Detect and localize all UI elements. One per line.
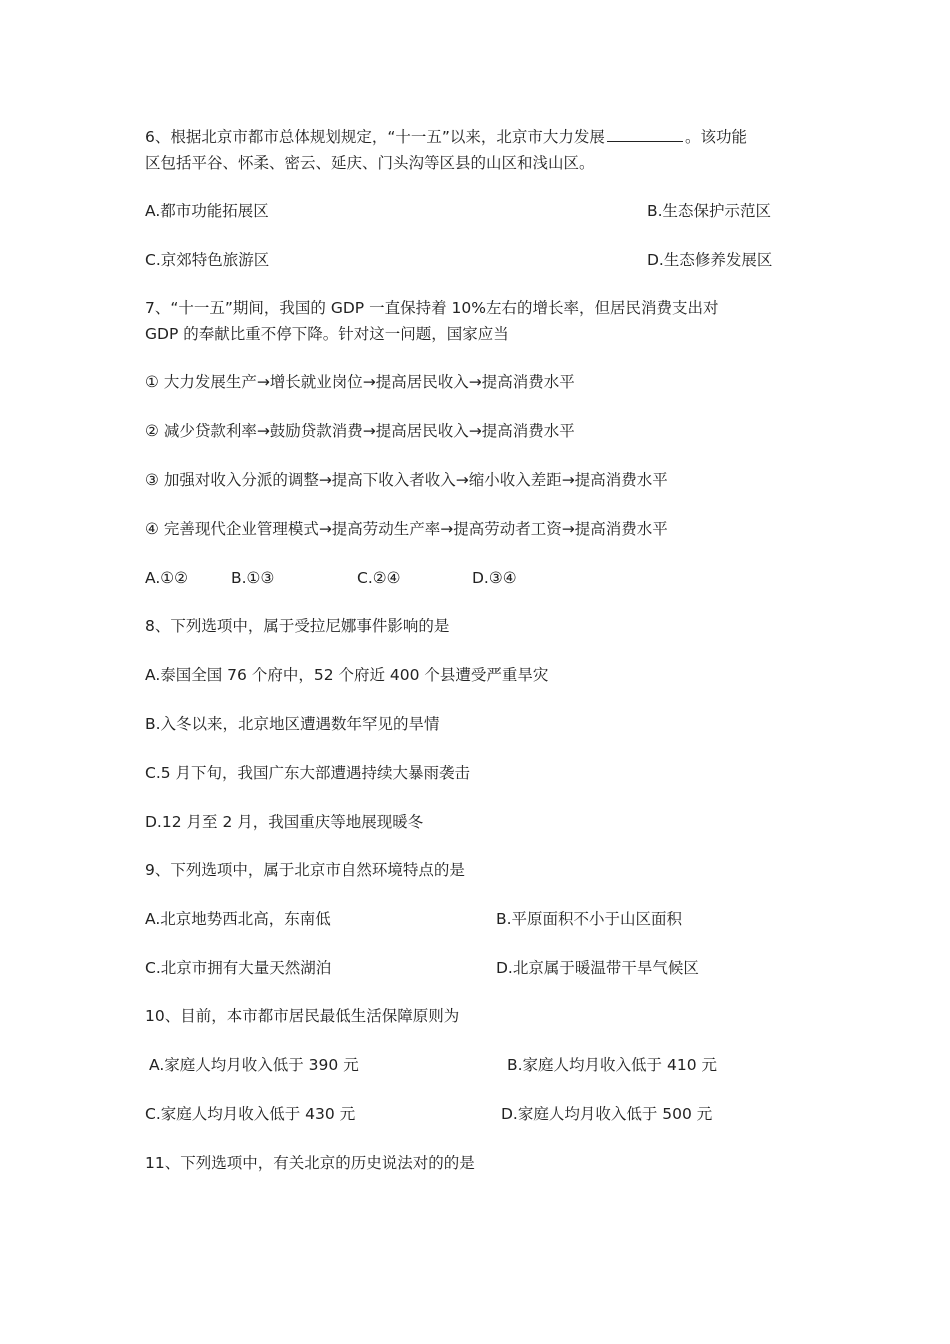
- q7-statement-3: ③ 加强对收入分派的调整→提高下收入者收入→缩小收入差距→提高消费水平: [145, 471, 668, 489]
- q7-option-a: A.①②: [145, 569, 189, 587]
- q7-option-b: B.①③: [231, 569, 275, 587]
- q6-stem-line1: 6、根据北京市都市总体规划规定，“十一五”以来，北京市大力发展 。该功能: [145, 125, 747, 149]
- q8-option-b: B.入冬以来，北京地区遭遇数年罕见的旱情: [145, 715, 440, 733]
- q6-option-a: A.都市功能拓展区: [145, 202, 269, 220]
- q6-option-d: D.生态修养发展区: [647, 251, 773, 269]
- q9-option-c: C.北京市拥有大量天然湖泊: [145, 959, 332, 977]
- fill-blank: [607, 125, 683, 142]
- q6-stem-line2: 区包括平谷、怀柔、密云、延庆、门头沟等区县的山区和浅山区。: [145, 154, 595, 172]
- q7-statement-1: ① 大力发展生产→增长就业岗位→提高居民收入→提高消费水平: [145, 373, 575, 391]
- q9-option-b: B.平原面积不小于山区面积: [496, 910, 683, 928]
- q10-stem: 10、目前，本市都市居民最低生活保障原则为: [145, 1007, 460, 1025]
- q7-statement-2: ② 减少贷款利率→鼓励贷款消费→提高居民收入→提高消费水平: [145, 422, 575, 440]
- q8-stem: 8、下列选项中，属于受拉尼娜事件影响的是: [145, 617, 450, 635]
- q7-stem-line1: 7、“十一五”期间，我国的 GDP 一直保持着 10%左右的增长率，但居民消费支出对: [145, 299, 719, 317]
- q10-option-b: B.家庭人均月收入低于 410 元: [507, 1056, 718, 1074]
- q8-option-d: D.12 月至 2 月，我国重庆等地展现暖冬: [145, 813, 424, 831]
- q6-option-c: C.京郊特色旅游区: [145, 251, 270, 269]
- q7-stem-line2: GDP 的奉献比重不停下降。针对这一问题，国家应当: [145, 325, 509, 343]
- q9-option-d: D.北京属于暖温带干旱气候区: [496, 959, 699, 977]
- q9-stem: 9、下列选项中，属于北京市自然环境特点的是: [145, 861, 465, 879]
- q7-option-d: D.③④: [472, 569, 517, 587]
- q8-option-c: C.5 月下旬，我国广东大部遭遇持续大暴雨袭击: [145, 764, 471, 782]
- q7-option-c: C.②④: [357, 569, 401, 587]
- q8-option-a: A.泰国全国 76 个府中，52 个府近 400 个县遭受严重旱灾: [145, 666, 549, 684]
- q10-option-c: C.家庭人均月收入低于 430 元: [145, 1105, 356, 1123]
- q10-option-d: D.家庭人均月收入低于 500 元: [501, 1105, 713, 1123]
- q7-statement-4: ④ 完善现代企业管理模式→提高劳动生产率→提高劳动者工资→提高消费水平: [145, 520, 668, 538]
- q9-option-a: A.北京地势西北高，东南低: [145, 910, 331, 928]
- q10-option-a: A.家庭人均月收入低于 390 元: [149, 1056, 359, 1074]
- q6-option-b: B.生态保护示范区: [647, 202, 772, 220]
- q11-stem: 11、下列选项中，有关北京的历史说法对的的是: [145, 1154, 475, 1172]
